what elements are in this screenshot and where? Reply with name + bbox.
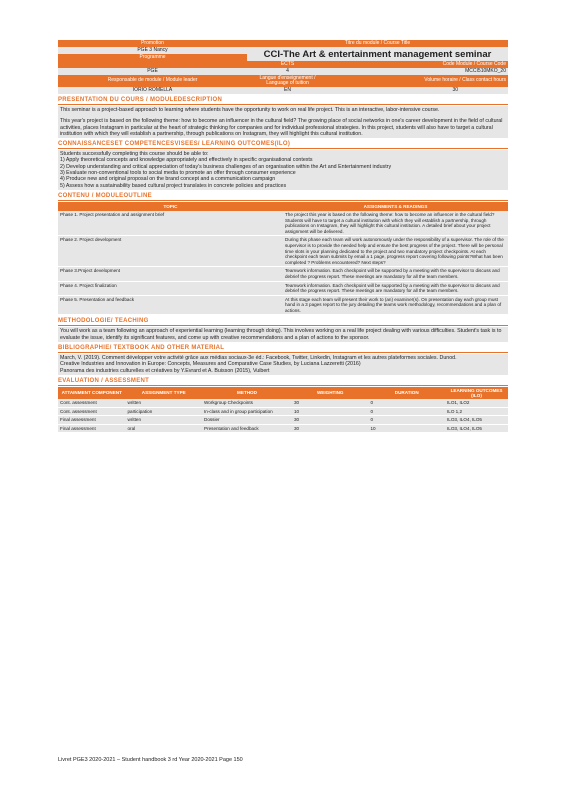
outline-text: Teamwork information. Each checkpoint will be supported by a meeting with the supervisor to discuss and debrief the progress report. These meetings are mandatory for all the team members. [283, 281, 508, 295]
page-footer: Livret PGE3 2020-2021 – Student handbook 3 rd Year 2020-2021 Page 150 [58, 757, 243, 763]
course-header-table [58, 40, 508, 94]
table-row [58, 416, 508, 425]
eval-cell: oral [126, 424, 203, 433]
eval-cell: written [126, 416, 203, 425]
table-row [58, 407, 508, 416]
eval-cell: 10 [369, 424, 446, 433]
title-label: Titre du module / Course Title [247, 40, 508, 47]
eval-col-duration: DURATION [369, 387, 446, 399]
programme-label-spacer [58, 61, 247, 68]
bibliography-item: March, V. (2019). Comment développer votre activité grâce aux médias sociaux-3e éd.: Facebook, Twitter, Linkedin, Instagram et les autres plateformes sociales. Dunod. [60, 355, 457, 362]
language-value: EN [247, 87, 328, 94]
presentation-box [58, 106, 508, 138]
eval-cell: ILO 1,2 [445, 407, 508, 416]
ilo-item: 1) Apply theoretical concepts and knowledge appropriately and effectively in specific organisational contexts [60, 157, 313, 164]
ilo-box [58, 150, 508, 190]
presentation-paragraph-1: This seminar is a project-based approach to learning where students have the opportunity to work on real life project. This is an interactive, labor-intensive course. [60, 107, 440, 113]
outline-topic: Phase 4. Project finalization [58, 281, 283, 295]
table-row [58, 267, 508, 281]
outline-text: At this stage each team will present their work to (an) examiner(s). On presentation day each group must hand in a 3 pages report to the jury detailing the teams work methodology, recommendations and a plan of actions. [283, 295, 508, 315]
eval-col-weighting: WEIGHTING [292, 387, 369, 399]
outline-text: Teamwork information. Each checkpoint will be supported by a meeting with the supervisor to discuss and debrief the progress report. These meetings are mandatory for all the team members. [283, 267, 508, 281]
outline-table [58, 202, 508, 316]
bibliography-item: Panorama des industries culturelles et créatives by Y.Evrard et A. Buisson (2015), Vuibert [60, 367, 270, 374]
leader-value: IORIO ROMELLA [58, 87, 247, 94]
table-row [58, 424, 508, 433]
promotion-value: PGE 3 Nancy [58, 47, 247, 54]
outline-col-topic: TOPIC [58, 202, 283, 211]
presentation-heading: PRESENTATION DU COURS / MODULEDESCRIPTION [58, 97, 508, 105]
promotion-label: Promotion [58, 40, 247, 47]
course-title: CCI-The Art & entertainment management seminar [247, 47, 508, 61]
table-row [58, 399, 508, 407]
hours-value: 30 [328, 87, 508, 94]
programme-label: Programme [58, 54, 247, 61]
programme-value: PGE [58, 68, 247, 75]
ilo-intro: Students successfully completing this course should be able to: [60, 151, 209, 158]
eval-col-ilo: LEARNING OUTCOMES (ILO) [445, 387, 508, 399]
bibliography-item: Creative Industries and Innovation in Europe: Concepts, Measures and Comparative Case Studies, by Luciana Lazzeretti (2016) [60, 361, 361, 368]
outline-topic: Phase 3.Project development [58, 267, 283, 281]
eval-cell: Final assessment [58, 424, 126, 433]
ilo-item: 2) Develop understanding and critical appreciation of today's business challenges of an organisation within the Art and Entertainment industry [60, 163, 392, 170]
methodology-box [58, 327, 508, 342]
eval-cell: ILO3, ILO4, ILO5 [445, 416, 508, 425]
outline-text: The project this year is based on the following theme: how to become an influencer in the cultural field? Students will have to target a cultural institution with which they will establish a partnership, through publications on Instagram, they will highlight this cultural institution. A detailed brief about your project assignment will be delivered. [283, 211, 508, 236]
evaluation-table [58, 387, 508, 433]
eval-cell: Cont. assessment [58, 399, 126, 407]
eval-cell: Presentation and feedback [202, 424, 292, 433]
outline-topic: Phase 2. Project development [58, 236, 283, 267]
ilo-item: 4) Produce new and original proposal on the brand concept and a communication campaign [60, 176, 276, 183]
outline-col-assignments: ASSIGNMENTS & READINGS [283, 202, 508, 211]
eval-col-method: METHOD [202, 387, 292, 399]
hours-label: Volume horaire / Class contact hours [328, 75, 508, 87]
table-row [58, 295, 508, 315]
table-row [58, 236, 508, 267]
course-sheet [58, 40, 508, 433]
outline-text: During this phase each team will work autonomously under the responsibility of a supervisor. The role of the supervisor is to provide the needed help and ensure the best progress of the project. There will be personal time slots in your planning dedicated to the project and two mandatory project checkpoints. At each checkpoint each team submits by email a 1 page, progress report covering following points?What has been completed ? Problems encountered? Next steps? [283, 236, 508, 267]
outline-topic: Phase 5. Presentation and feedback [58, 295, 283, 315]
code-label: Code Module / Course Code [328, 61, 508, 68]
eval-cell: 0 [369, 407, 446, 416]
eval-cell: 30 [292, 424, 369, 433]
eval-cell: Cont. assessment [58, 407, 126, 416]
ilo-item: 5) Assess how a sustainability based cultural project translates in concrete policies and practices [60, 182, 287, 189]
leader-label: Responsable de module / Module leader [58, 75, 247, 87]
code-value: MCCI510MKO_20 [328, 68, 508, 75]
eval-cell: written [126, 399, 203, 407]
ects-value: 4 [247, 68, 328, 75]
eval-cell: 0 [369, 399, 446, 407]
methodology-text: You will work as a team following an approach of experiential learning (learning through doing). This involves working on a real life project dealing with various difficulties. Student's task is to evaluate the issue, identify its significant features, and come up with creative recommendations and a plan of actions to the sponsor. [60, 328, 502, 341]
eval-cell: participation [126, 407, 203, 416]
bibliography-box [58, 354, 508, 375]
bibliography-heading: BIBLIOGRAPHIE/ TEXTBOOK AND OTHER MATERIAL [58, 345, 508, 353]
eval-cell: In-class and in group participation [202, 407, 292, 416]
eval-col-component: ATTAINMENT COMPONENT [58, 387, 126, 399]
eval-cell: ILO1, ILO2 [445, 399, 508, 407]
eval-cell: 30 [292, 399, 369, 407]
eval-cell: ILO3, ILO4, ILO5 [445, 424, 508, 433]
eval-col-type: ASSIGNMENT TYPE [126, 387, 203, 399]
methodology-heading: METHODOLOGIE/ TEACHING [58, 318, 508, 326]
language-label: Langue d'enseignement / Language of tuition [247, 75, 328, 87]
eval-cell: 10 [292, 407, 369, 416]
evaluation-heading: EVALUATION / ASSESSMENT [58, 378, 508, 386]
eval-cell: Final assessment [58, 416, 126, 425]
outline-topic: Phase 1. Project presentation and assignment brief [58, 211, 283, 236]
eval-cell: 30 [292, 416, 369, 425]
eval-cell: Workgroup Checkpoints [202, 399, 292, 407]
ilo-heading: CONNAISSANCESET COMPETENCESVISEES/ LEARNING OUTCOMES(ILO) [58, 141, 508, 149]
presentation-paragraph-2: This year's project is based on the following theme: how to become an influencer in the cultural field? The growing place of social networks in one's career development in the field of cultural activities, places Instagram in particular at the heart of strategic thinking for companies and for individual professional strategies. In this project, students will also have to target a cultural institution with which they will establish a partnership, through publications on Instagram, they will highlight this cultural institution. [60, 118, 503, 137]
eval-cell: 0 [369, 416, 446, 425]
ilo-item: 3) Evaluate non-conventional tools to social media to promote an offer through consumer experience [60, 170, 296, 177]
eval-cell: Dossier [202, 416, 292, 425]
table-row [58, 281, 508, 295]
table-row [58, 211, 508, 236]
outline-heading: CONTENU / MODULEOUTLINE [58, 193, 508, 201]
ects-label: ECTS [247, 61, 328, 68]
